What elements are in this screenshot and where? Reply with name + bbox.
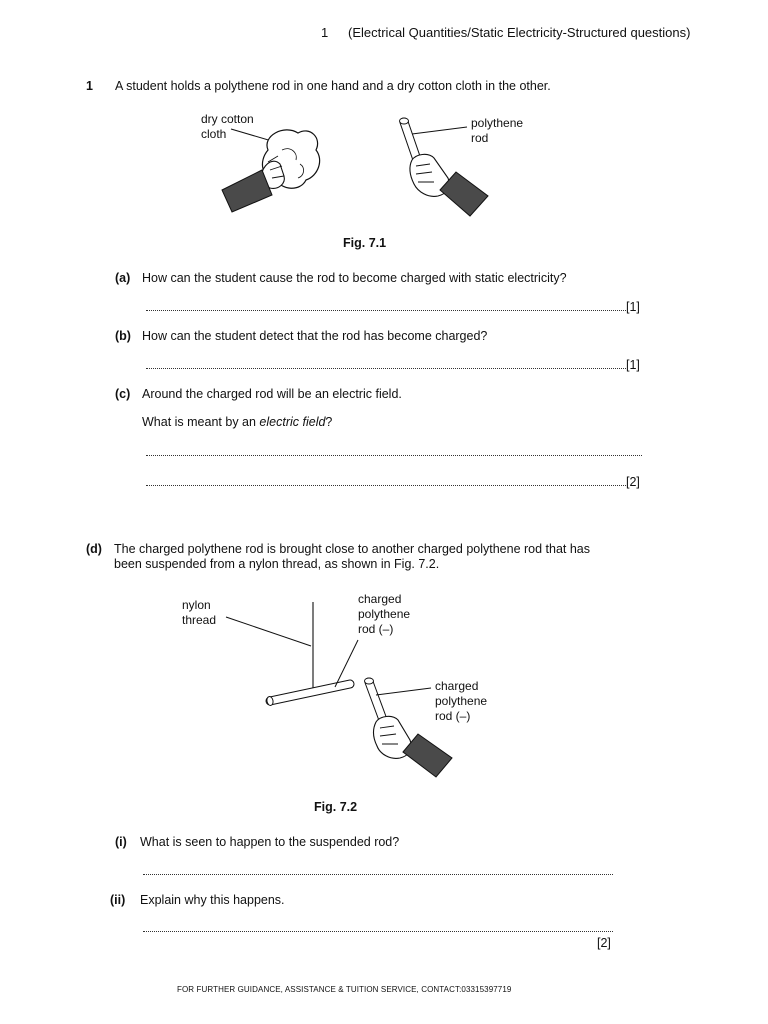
part-d-i-question: What is seen to happen to the suspended rod? xyxy=(140,835,400,849)
part-a-mark: [1] xyxy=(626,300,640,314)
part-d-ii-mark: [2] xyxy=(597,936,611,950)
fig2-suspended-rod-label: charged polythene rod (–) xyxy=(358,592,411,636)
part-c-mark: [2] xyxy=(626,475,640,489)
part-d-ii-label: (ii) xyxy=(110,893,126,907)
fig1-caption: Fig. 7.1 xyxy=(343,236,387,250)
question-number: 1 xyxy=(86,79,93,93)
part-b-label: (b) xyxy=(115,329,131,343)
suspended-rod-icon xyxy=(266,684,350,706)
part-b-mark: [1] xyxy=(626,358,640,372)
part-d-text-line1: The charged polythene rod is brought close to another charged polythene rod that has xyxy=(114,542,591,556)
part-a-label: (a) xyxy=(115,271,131,285)
part-c-label: (c) xyxy=(115,387,131,401)
fig2-held-rod-label: charged polythene rod (–) xyxy=(435,679,488,723)
held-rod-leader-line xyxy=(376,688,431,695)
fig1-rod-label: polythene rod xyxy=(471,116,524,145)
footer-contact: FOR FURTHER GUIDANCE, ASSISTANCE & TUITION SERVICE, CONTACT:03315397719 xyxy=(177,985,512,994)
part-d-ii-answer-line[interactable] xyxy=(143,930,613,932)
part-c-question: What is meant by an electric field? xyxy=(142,415,333,429)
page-number: 1 xyxy=(321,25,329,40)
fig1-cloth-label: dry cotton cloth xyxy=(201,112,254,141)
question-intro: A student holds a polythene rod in one hand and a dry cotton cloth in the other. xyxy=(115,79,551,93)
part-d-ii-question: Explain why this happens. xyxy=(140,893,285,907)
part-b-question: How can the student detect that the rod has become charged? xyxy=(142,329,488,343)
fig2-thread-label: nylon thread xyxy=(182,598,217,627)
part-d-i-label: (i) xyxy=(115,835,127,849)
part-d-label: (d) xyxy=(86,542,102,556)
part-a-question: How can the student cause the rod to become charged with static electricity? xyxy=(142,271,567,285)
suspended-rod-leader-line xyxy=(335,640,358,687)
thread-leader-line xyxy=(226,617,311,646)
part-d-text-line2: been suspended from a nylon thread, as shown in Fig. 7.2. xyxy=(114,557,440,571)
part-d-i-answer-line[interactable] xyxy=(143,873,613,875)
page-header-title: (Electrical Quantities/Static Electricity-Structured questions) xyxy=(348,25,691,40)
part-c-statement: Around the charged rod will be an electric field. xyxy=(142,387,402,401)
fig2-caption: Fig. 7.2 xyxy=(314,800,358,814)
